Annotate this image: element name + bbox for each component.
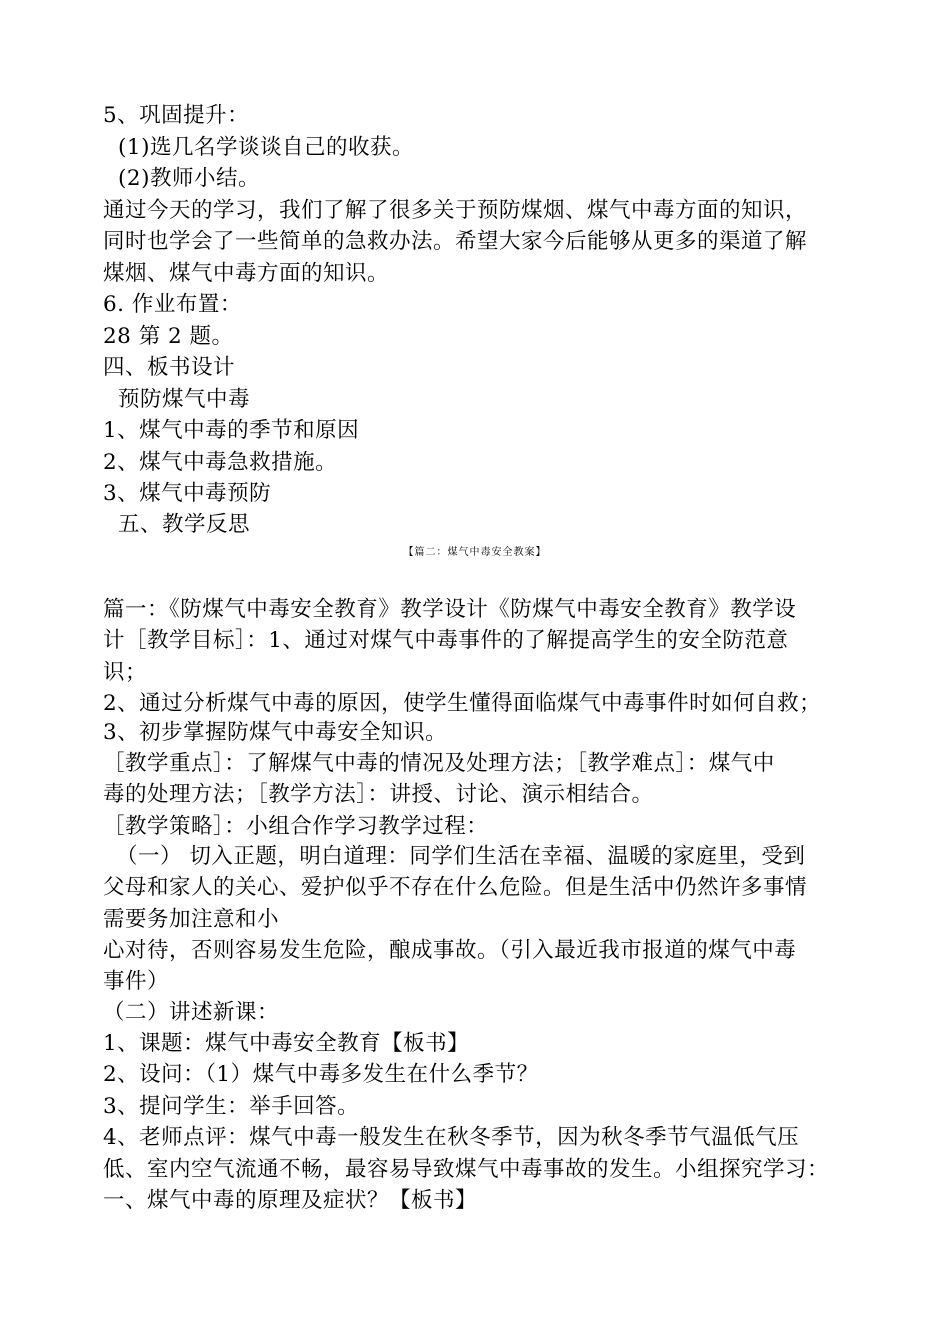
text-line: 3、初步掌握防煤气中毒安全知识。 [103,720,448,745]
text-line: 同时也学会了一些简单的急救办法。希望大家今后能够从更多的渠道了解 [103,229,808,254]
text-line: 6. 作业布置： [103,292,242,317]
text-line: 一、煤气中毒的原理及症状？【板书】 [103,1188,478,1213]
text-line: 计［教学目标］：1、通过对煤气中毒事件的了解提高学生的安全防范意 [103,628,789,653]
text-line: 五、教学反思 [118,512,251,537]
text-line: 毒的处理方法；［教学方法］：讲授、讨论、演示相结合。 [103,782,654,807]
text-line: 心对待，否则容易发生危险，酿成事故。（引入最近我市报道的煤气中毒 [103,938,797,963]
text-line: 预防煤气中毒 [118,387,251,412]
text-line: 通过今天的学习，我们了解了很多关于预防煤烟、煤气中毒方面的知识， [103,198,808,223]
text-line: 2、设问：（1）煤气中毒多发生在什么季节？ [103,1062,539,1087]
section-title: 【篇二：煤气中毒安全教案】 [403,547,547,558]
text-line: 2、通过分析煤气中毒的原因，使学生懂得面临煤气中毒事件时如何自救； [103,691,822,716]
text-line: （一） 切入正题，明白道理：同学们生活在幸福、温暖的家庭里，受到 [116,844,806,869]
text-line: 事件） [103,969,170,994]
text-line: 需要务加注意和小 [103,907,280,932]
text-line: (1)选几名学谈谈自己的收获。 [118,135,414,160]
text-line: 四、板书设计 [103,355,236,380]
text-line: 4、老师点评：煤气中毒一般发生在秋冬季节，因为秋冬季节气温低气压 [103,1125,800,1150]
text-line: 1、课题：煤气中毒安全教育【板书】 [103,1031,470,1056]
text-line: 28 第 2 题。 [103,324,234,349]
text-line: 煤烟、煤气中毒方面的知识。 [103,261,390,286]
text-line: 识； [103,660,148,685]
text-line: ［教学重点］：了解煤气中毒的情况及处理方法；［教学难点］：煤气中 [103,751,775,776]
text-line: 5、巩固提升： [103,103,250,128]
text-line: ［教学策略］：小组合作学习教学过程： [103,814,489,839]
text-line: (2)教师小结。 [118,166,260,191]
text-line: 3、提问学生：举手回答。 [103,1094,360,1119]
text-line: 篇一：《防煤气中毒安全教育》教学设计《防煤气中毒安全教育》教学设 [103,597,797,622]
text-line: （二）讲述新课： [103,1000,280,1025]
text-line: 2、煤气中毒急救措施。 [103,450,338,475]
text-line: 低、室内空气流通不畅，最容易导致煤气中毒事故的发生。小组探究学习： [103,1157,830,1182]
text-line: 3、煤气中毒预防 [103,481,272,506]
text-line: 1、煤气中毒的季节和原因 [103,418,360,443]
text-line: 父母和家人的关心、爱护似乎不存在什么危险。但是生活中仍然许多事情 [103,875,808,900]
